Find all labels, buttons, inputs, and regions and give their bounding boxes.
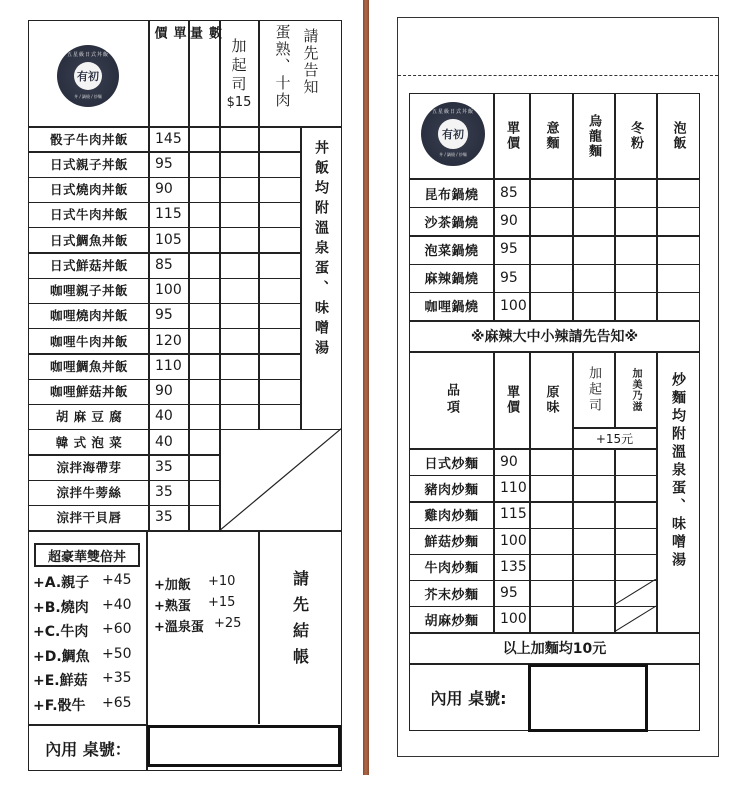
fried-item-name: 雞肉炒麵 — [424, 508, 479, 524]
item-price: 100 — [155, 282, 182, 299]
cheese-cell[interactable] — [220, 353, 258, 378]
egg-cell[interactable] — [259, 202, 300, 227]
item-price: 40 — [155, 433, 173, 450]
cheese-cell[interactable] — [220, 379, 258, 404]
hotpot-option-cell[interactable] — [615, 179, 656, 207]
fried-item-name: 鮮菇炒麵 — [424, 535, 479, 551]
fried-header-price: 單價 — [504, 385, 519, 415]
tear-off-line — [398, 75, 718, 76]
extra-option: +熟蛋 — [154, 599, 191, 614]
quantity-cell[interactable] — [189, 429, 219, 454]
dine-in-table-label: 內用 桌號: — [430, 688, 507, 708]
extra-noodle-note: 以上加麵均10元 — [502, 641, 607, 657]
double-option-price: +45 — [102, 572, 132, 588]
item-price: 105 — [155, 231, 182, 248]
fried-header-cheese: 加起司 — [586, 365, 601, 414]
quantity-cell[interactable] — [189, 252, 219, 277]
mayo-cell[interactable] — [615, 449, 656, 475]
mayo-cell[interactable] — [615, 501, 656, 527]
hotpot-header-udon: 烏龍麵 — [586, 113, 601, 159]
item-price: 35 — [155, 484, 173, 501]
original-cell[interactable] — [530, 606, 572, 632]
hotpot-item-name: 沙茶鍋燒 — [424, 215, 479, 231]
cheese-cell[interactable] — [573, 554, 614, 580]
double-option: +E.鮮菇 — [33, 673, 88, 689]
fried-noodle-side-note: 炒麵均附溫泉蛋、味噌湯 — [670, 372, 686, 570]
original-cell[interactable] — [530, 501, 572, 527]
hotpot-item-price: 85 — [500, 185, 518, 201]
left-order-sheet — [0, 0, 362, 801]
egg-cell[interactable] — [259, 252, 300, 277]
item-name: 骰子牛肉丼飯 — [49, 131, 128, 147]
extra-option-price: +25 — [214, 616, 242, 631]
double-option-price: +65 — [102, 694, 132, 711]
cheese-cell[interactable] — [573, 449, 614, 475]
item-name: 咖哩鯛魚丼飯 — [49, 358, 128, 374]
item-name: 日式牛肉丼飯 — [49, 207, 128, 223]
quantity-cell[interactable] — [189, 227, 219, 252]
item-name: 日式燒肉丼飯 — [49, 182, 128, 198]
fried-item-price: 110 — [500, 480, 527, 497]
restaurant-logo: 五星級日式丼飯 有初 丼 / 鍋燒 / 炒麵 — [57, 45, 119, 107]
hotpot-option-cell[interactable] — [573, 264, 614, 292]
crossed-out-cells — [614, 579, 656, 632]
hotpot-item-name: 咖哩鍋燒 — [424, 300, 479, 316]
cheese-cell[interactable] — [220, 126, 258, 151]
hotpot-item-name: 泡菜鍋燒 — [424, 243, 479, 259]
hotpot-option-cell[interactable] — [530, 207, 572, 235]
original-cell[interactable] — [530, 580, 572, 606]
extra-option: +加飯 — [154, 578, 191, 593]
double-option: +C.牛肉 — [33, 624, 89, 640]
item-name: 咖哩親子丼飯 — [49, 283, 128, 299]
logo-text: 有初 — [76, 69, 99, 83]
crossed-out-cells — [219, 428, 342, 531]
original-cell[interactable] — [530, 528, 572, 554]
item-name: 胡 麻 豆 腐 — [55, 409, 123, 425]
cheese-cell[interactable] — [573, 580, 614, 606]
hotpot-option-cell[interactable] — [657, 207, 700, 235]
quantity-cell[interactable] — [189, 379, 219, 404]
fried-header-item: 品項 — [444, 383, 459, 417]
hotpot-item-price: 100 — [500, 297, 527, 314]
double-option-price: +50 — [102, 645, 132, 662]
mayo-cell[interactable] — [615, 554, 656, 580]
mayo-cell[interactable] — [615, 475, 656, 501]
fried-item-price: 95 — [500, 585, 518, 601]
item-name: 日式鯛魚丼飯 — [49, 232, 128, 248]
fried-header-original: 原味 — [543, 385, 559, 415]
hotpot-option-cell[interactable] — [530, 179, 572, 207]
hotpot-option-cell[interactable] — [530, 292, 572, 320]
right-order-sheet — [369, 0, 730, 801]
header-notice: 請先告知 — [301, 28, 320, 96]
hotpot-option-cell[interactable] — [615, 292, 656, 320]
quantity-cell[interactable] — [189, 353, 219, 378]
hotpot-header-price: 單價 — [504, 121, 519, 151]
item-name: 涼拌海帶芽 — [56, 459, 122, 475]
hotpot-option-cell[interactable] — [615, 264, 656, 292]
hotpot-option-cell[interactable] — [573, 179, 614, 207]
cheese-cell[interactable] — [573, 475, 614, 501]
egg-cell[interactable] — [259, 227, 300, 252]
hotpot-item-price: 90 — [500, 213, 518, 230]
cheese-cell[interactable] — [573, 501, 614, 527]
item-price: 35 — [155, 458, 173, 475]
hotpot-option-cell[interactable] — [573, 207, 614, 235]
hotpot-header-rice: 泡飯 — [670, 121, 686, 151]
item-name: 咖哩燒肉丼飯 — [49, 308, 128, 324]
item-price: 85 — [155, 256, 173, 273]
cheese-cell[interactable] — [220, 303, 258, 328]
double-option: +B.燒肉 — [33, 599, 89, 616]
cheese-cell[interactable] — [220, 278, 258, 303]
item-price: 90 — [155, 383, 173, 400]
hotpot-item-price: 95 — [500, 241, 518, 258]
item-name: 咖哩牛肉丼飯 — [49, 333, 128, 349]
addon-price: +15元 — [595, 431, 634, 446]
cheese-cell[interactable] — [220, 328, 258, 353]
cheese-cell[interactable] — [220, 177, 258, 202]
item-name: 涼拌干貝唇 — [56, 510, 122, 526]
egg-cell[interactable] — [259, 353, 300, 378]
cheese-cell[interactable] — [220, 227, 258, 252]
item-price: 110 — [155, 357, 182, 374]
egg-cell[interactable] — [259, 177, 300, 202]
item-name: 韓 式 泡 菜 — [55, 434, 123, 450]
hotpot-header-glass-noodle: 冬粉 — [628, 121, 643, 151]
extra-option-price: +10 — [208, 574, 236, 589]
extra-option-price: +15 — [208, 595, 236, 610]
item-name: 日式鮮菇丼飯 — [49, 257, 128, 273]
item-name: 咖哩鮮菇丼飯 — [49, 384, 128, 400]
hotpot-option-cell[interactable] — [530, 264, 572, 292]
hotpot-item-price: 95 — [500, 269, 518, 286]
cheese-cell[interactable] — [220, 404, 258, 429]
egg-cell[interactable] — [259, 126, 300, 151]
fried-item-name: 豬肉炒麵 — [424, 482, 479, 498]
double-option: +F.骰牛 — [33, 697, 86, 714]
item-price: 35 — [155, 509, 173, 526]
dine-in-table-label: 內用 桌號： — [45, 739, 131, 759]
quantity-cell[interactable] — [189, 454, 219, 479]
fried-item-name: 胡麻炒麵 — [424, 613, 479, 629]
restaurant-logo: 五星級日式丼飯 有初 丼 / 鍋燒 / 炒麵 — [421, 102, 485, 166]
header-quantity: 數量 — [187, 26, 221, 79]
item-price: 120 — [155, 332, 182, 349]
quantity-cell[interactable] — [189, 303, 219, 328]
rice-bowl-side-note: 丼飯均附溫泉蛋、味噌湯 — [313, 140, 329, 360]
egg-cell[interactable] — [259, 278, 300, 303]
fried-item-price: 115 — [500, 506, 527, 523]
hotpot-item-name: 麻辣鍋燒 — [424, 272, 479, 288]
quantity-cell[interactable] — [189, 480, 219, 505]
hotpot-option-cell[interactable] — [573, 292, 614, 320]
fried-item-name: 日式炒麵 — [424, 456, 479, 472]
mayo-cell[interactable] — [615, 528, 656, 554]
quantity-cell[interactable] — [189, 202, 219, 227]
egg-cell[interactable] — [259, 328, 300, 353]
fried-header-mayo: 加美乃滋 — [630, 367, 641, 412]
hotpot-option-cell[interactable] — [615, 235, 656, 263]
hotpot-option-cell[interactable] — [657, 264, 700, 292]
original-cell[interactable] — [530, 554, 572, 580]
item-price: 95 — [155, 307, 173, 324]
item-price: 40 — [155, 408, 173, 425]
double-bowl-title: 超豪華雙倍丼 — [34, 543, 140, 567]
egg-cell[interactable] — [259, 404, 300, 429]
quantity-cell[interactable] — [189, 126, 219, 151]
cheese-cell[interactable] — [220, 151, 258, 176]
cheese-cell[interactable] — [573, 528, 614, 554]
original-cell[interactable] — [530, 449, 572, 475]
hotpot-option-cell[interactable] — [657, 235, 700, 263]
item-price: 145 — [155, 130, 182, 147]
item-price: 115 — [155, 206, 182, 223]
table-number-input[interactable] — [147, 725, 341, 767]
fried-item-price: 100 — [500, 532, 527, 549]
extra-option: +溫泉蛋 — [154, 620, 204, 635]
logo-text: 有初 — [442, 128, 464, 141]
header-add-cheese: 加起司 $15 — [226, 38, 252, 110]
item-name: 日式親子丼飯 — [49, 156, 128, 172]
item-name: 涼拌牛蒡絲 — [56, 485, 122, 501]
double-option-price: +35 — [102, 670, 132, 686]
original-cell[interactable] — [530, 475, 572, 501]
item-price: 95 — [155, 155, 173, 172]
egg-cell[interactable] — [259, 151, 300, 176]
fried-item-price: 135 — [500, 558, 527, 575]
item-price: 90 — [155, 181, 173, 198]
quantity-cell[interactable] — [189, 328, 219, 353]
double-option: +D.鯛魚 — [33, 648, 90, 665]
double-option: +A.親子 — [33, 575, 90, 591]
header-price: 單價 — [151, 26, 186, 79]
hotpot-item-name: 昆布鍋燒 — [424, 187, 479, 203]
hotpot-header-yi-noodle: 意麵 — [543, 121, 559, 151]
egg-cell[interactable] — [259, 303, 300, 328]
cheese-cell[interactable] — [220, 202, 258, 227]
fried-item-price: 90 — [500, 454, 518, 470]
quantity-cell[interactable] — [189, 151, 219, 176]
double-option-price: +40 — [102, 596, 132, 613]
quantity-cell[interactable] — [189, 278, 219, 303]
hotpot-option-cell[interactable] — [657, 179, 700, 207]
hotpot-option-cell[interactable] — [530, 235, 572, 263]
fried-item-name: 牛肉炒麵 — [424, 561, 479, 577]
hotpot-option-cell[interactable] — [573, 235, 614, 263]
spicy-level-note: ※麻辣大中小辣請先告知※ — [470, 329, 639, 345]
quantity-cell[interactable] — [189, 404, 219, 429]
quantity-cell[interactable] — [189, 505, 219, 530]
header-egg-note: 蛋熟、十肉 — [273, 24, 292, 109]
double-option-price: +60 — [102, 621, 132, 637]
hotpot-option-cell[interactable] — [657, 292, 700, 320]
cheese-cell[interactable] — [220, 252, 258, 277]
table-number-input[interactable] — [528, 664, 648, 732]
fried-item-price: 100 — [500, 611, 527, 628]
cheese-cell[interactable] — [573, 606, 614, 632]
hotpot-option-cell[interactable] — [615, 207, 656, 235]
quantity-cell[interactable] — [189, 177, 219, 202]
fried-item-name: 芥末炒麵 — [424, 587, 479, 603]
checkout-note: 請先結帳 — [290, 570, 310, 674]
egg-cell[interactable] — [259, 379, 300, 404]
